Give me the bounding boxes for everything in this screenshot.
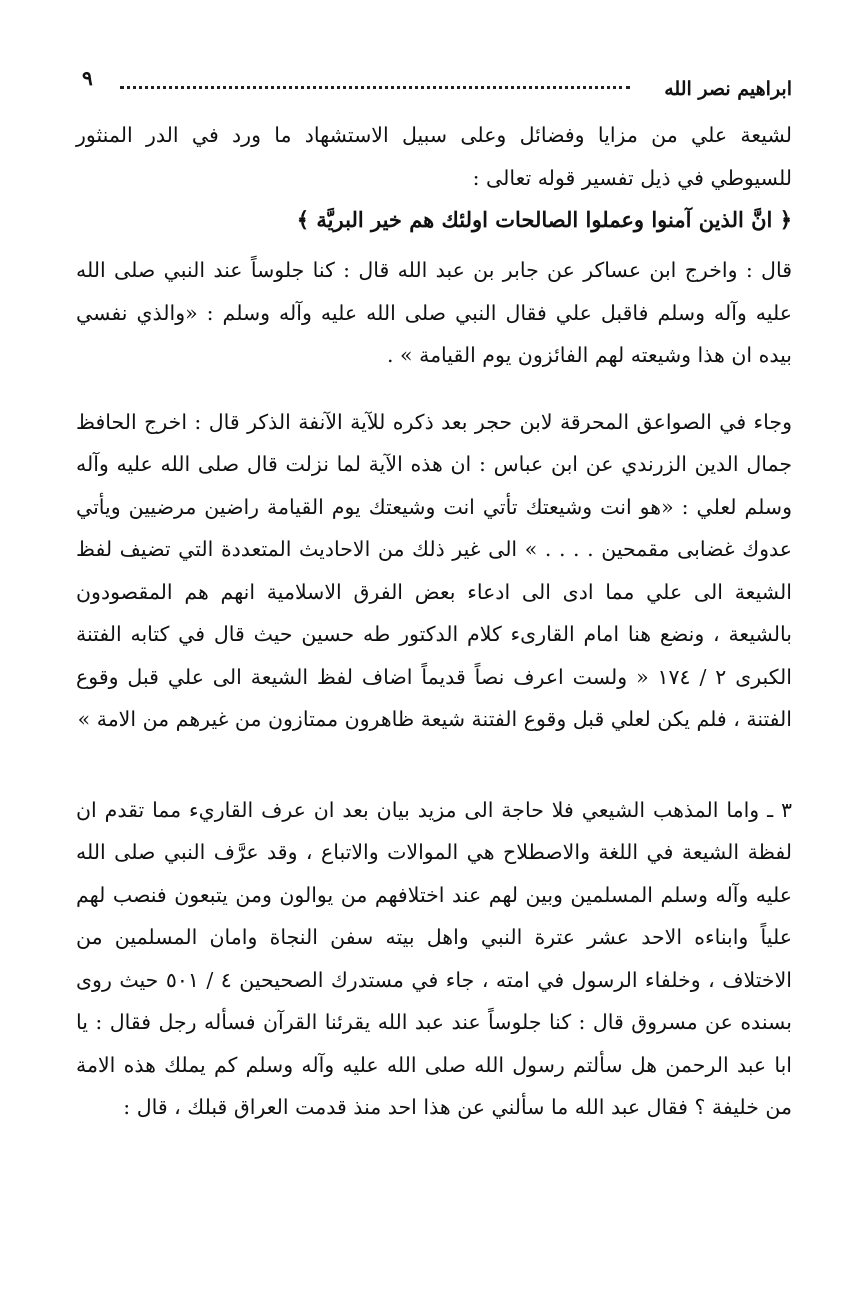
page-number: ٩ (82, 66, 93, 90)
book-page (76, 60, 792, 1129)
paragraph-ibn-asakir: قال : واخرج ابن عساكر عن جابر بن عبد الله قال : كنا جلوساً عند النبي صلى الله عليه وآله وسلم فاقبل علي فقال النبي صلى الله عليه وآله وسلم : «والذي نفسي بيده ان هذا وشيعته لهم الفائزون يوم القيامة » . (76, 258, 792, 367)
quran-verse: ﴿ انَّ الذين آمنوا وعملوا الصالحات اولئك هم خير البريَّة ﴾ (296, 207, 792, 232)
paragraph-sawaiq: وجاء في الصواعق المحرقة لابن حجر بعد ذكره للآية الآنفة الذكر قال : اخرج الحافظ جمال الدين الزرندي عن ابن عباس : ان هذه الآية لما نزلت قال صلى الله عليه وآله وسلم لعلي : «هو انت وشيعتك تأتي انت وشيعتك يوم القيامة راضين مرضيين ويأتي عدوك غضابى مقمحين . . . . » الى غير ذلك من الاحاديث المتعددة التي تضيف لفظ الشيعة الى علي مما ادى الى ادعاء بعض الفرق الاسلامية انهم هم المقصودون بالشيعة ، ونضع هنا امام القارىء كلام الدكتور طه حسين حيث قال في كتابه الفتنة الكبرى ٢ / ١٧٤ « ولست اعرف نصاً قديماً اضاف لفظ الشيعة الى علي قبل وقوع الفتنة ، فلم يكن لعلي قبل وقوع الفتنة شيعة ظاهرون ممتازون من غيرهم من الامة » (76, 409, 792, 731)
running-head-author: ابراهيم نصر الله (664, 78, 792, 100)
header-dot-leader (120, 86, 630, 89)
intro-paragraph: لشيعة علي من مزايا وفضائل وعلى سبيل الاستشهاد ما ورد في الدر المنثور للسيوطي في ذيل تفسير قوله تعالى : (76, 123, 792, 190)
paragraph-shia-madhhab: ٣ ـ واما المذهب الشيعي فلا حاجة الى مزيد بيان بعد ان عرف القاريء مما تقدم ان لفظة الشيعة في اللغة والاصطلاح هي الموالات والاتباع ، وقد عرَّف النبي صلى الله عليه وآله وسلم المسلمين وبين لهم عند اختلافهم من يوالون ومن يتبعون فنصب لهم علياً وابناءه الاحد عشر عترة النبي واهل بيته سفن النجاة وامان المسلمين من الاختلاف ، وخلفاء الرسول في امته ، جاء في مستدرك الصحيحين ٤ / ٥٠١ حيث روى بسنده عن مسروق قال : كنا جلوساً عند عبد الله يقرئنا القرآن فسأله رجل فقال : يا ابا عبد الرحمن هل سألتم رسول الله صلى الله عليه وآله وسلم كم يملك هذه الامة من خليفة ؟ فقال عبد الله ما سألني عن هذا احد منذ قدمت العراق قبلك ، قال : (76, 797, 792, 1119)
running-header (76, 60, 792, 114)
page-body (76, 114, 792, 1129)
